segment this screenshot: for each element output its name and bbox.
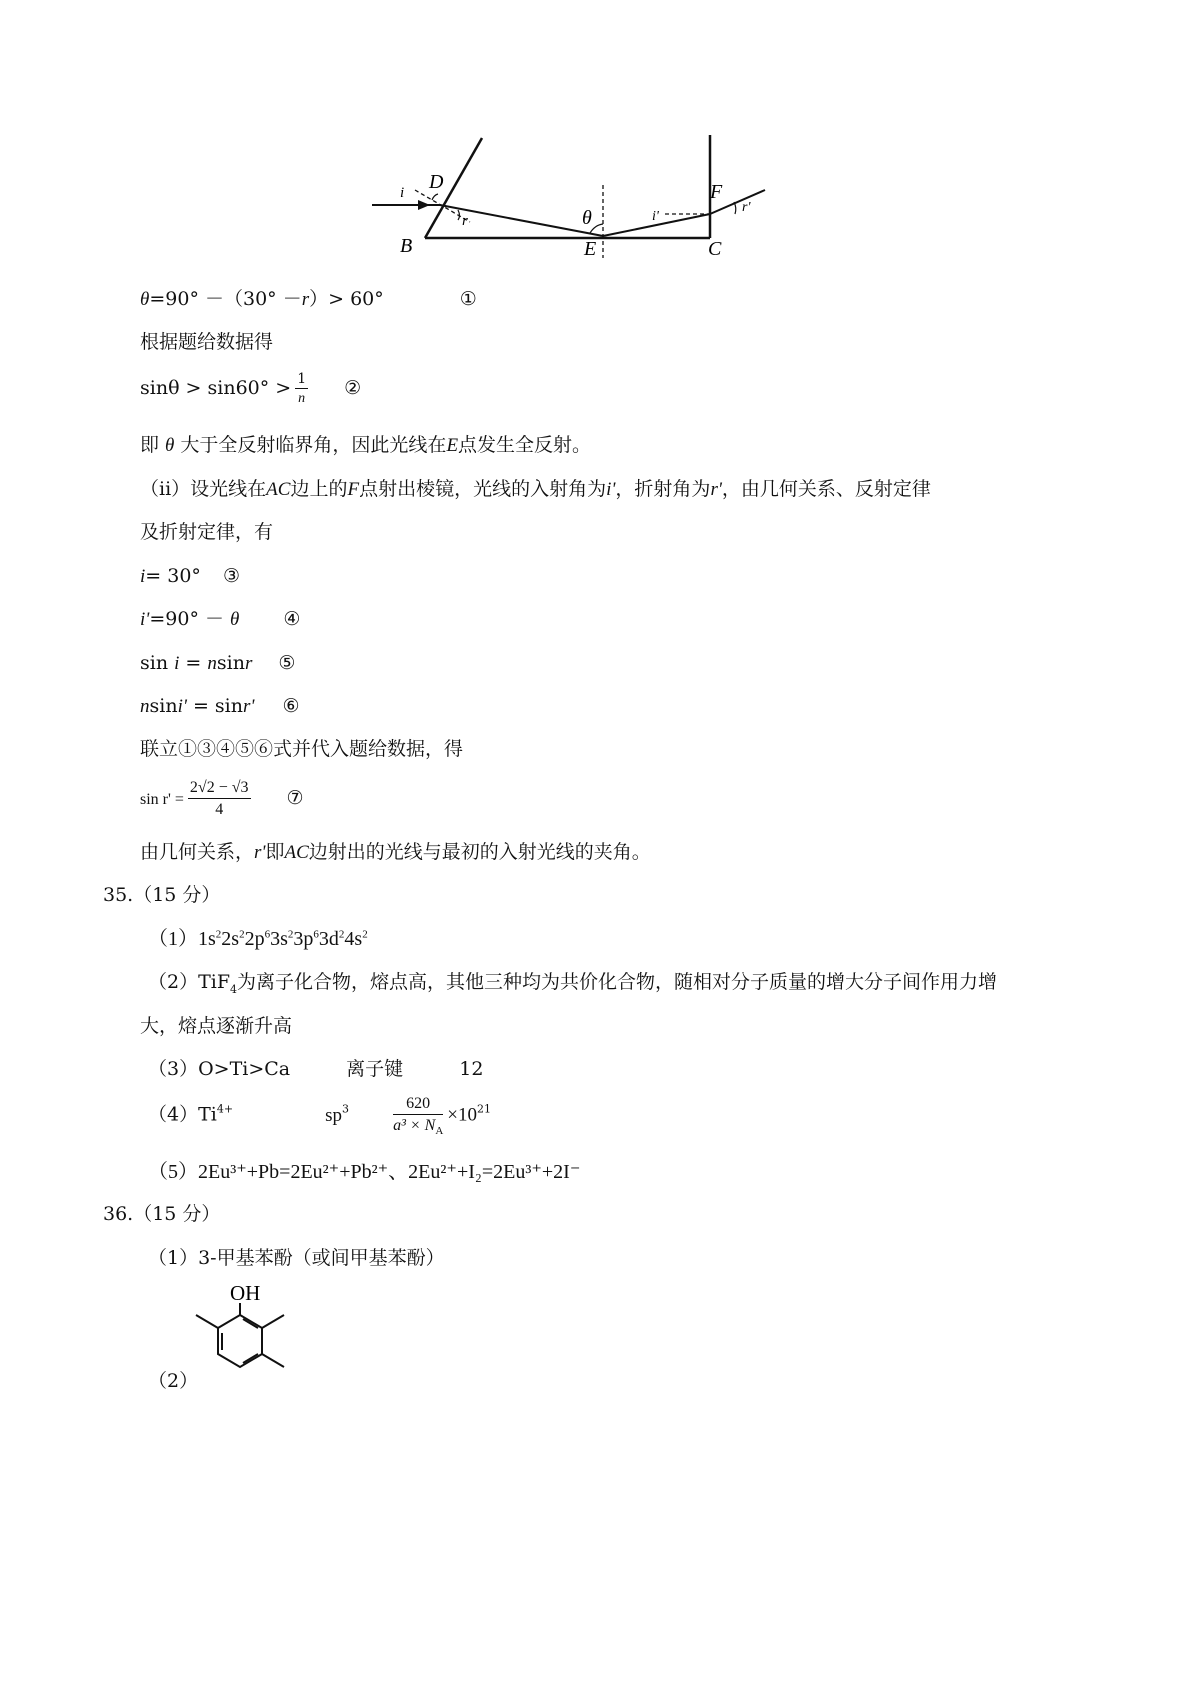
trimethylphenol-structure <box>180 1278 300 1388</box>
label-r-prime: r' <box>742 200 751 215</box>
label-E: E <box>584 238 597 260</box>
equation-marker: ① <box>459 288 477 310</box>
label-F: F <box>710 181 723 203</box>
density-fraction: $\frac{620}{a^3 \times N_A}$ <box>393 1095 444 1138</box>
equation-marker: ② <box>344 377 362 399</box>
equation-3: i= 30° ③ <box>140 565 241 587</box>
answer-35-3: （3）O>Ti>Ca 离子键 12 <box>148 1058 484 1080</box>
equation-marker: ⑦ <box>286 787 304 809</box>
question-35-header: 35.（15 分） <box>103 884 221 906</box>
answer-36-1: （1）3-甲基苯酚（或间甲基苯酚） <box>148 1247 445 1269</box>
equation-2: sinθ > sin60° > $\frac{1}{n}$ ② <box>140 371 362 406</box>
oh-label: OH <box>230 1281 261 1305</box>
prism-diagram <box>360 130 780 270</box>
text-line: 及折射定律，有 <box>140 521 274 543</box>
fraction: $\frac{2√2 - √3}{4}$ <box>189 779 249 818</box>
equation-4: i'=90° － θ ④ <box>140 608 301 630</box>
equation-marker: ③ <box>222 565 241 587</box>
text-line: 根据题给数据得 <box>140 331 274 353</box>
answer-36-2-label: （2） <box>148 1370 199 1392</box>
equation-6: nsini' = sinr' ⑥ <box>140 695 300 717</box>
label-r: r <box>462 213 468 229</box>
text-line: 联立①③④⑤⑥式并代入题给数据，得 <box>140 738 464 760</box>
question-36-header: 36.（15 分） <box>103 1203 221 1225</box>
answer-35-2: （2）TiF$_4$为离子化合物，熔点高，其他三种均为共价化合物，随相对分子质量的增大分子间作用力增 <box>148 971 998 996</box>
label-i-prime: i' <box>652 209 659 224</box>
label-theta: θ <box>582 207 592 229</box>
label-B: B <box>400 235 413 257</box>
text-line: 由几何关系，r'即AC边射出的光线与最初的入射光线的夹角。 <box>140 841 651 863</box>
equation-marker: ⑤ <box>278 652 296 674</box>
text-line: 即 θ 大于全反射临界角，因此光线在E点发生全反射。 <box>140 434 592 456</box>
label-D: D <box>429 171 444 193</box>
text-line: （ii）设光线在AC边上的F点射出棱镜，光线的入射角为i'，折射角为r'，由几何关系、反射定律 <box>140 478 931 500</box>
fraction: $\frac{1}{n}$ <box>297 371 307 406</box>
text-line: 大，熔点逐渐升高 <box>140 1015 293 1037</box>
answer-35-4: $(4)Ti^{4+}$ $sp^3$ $\frac{620}{a^3 \times N_A}$ $\times 10^{21}$ <box>148 1095 491 1138</box>
label-C: C <box>708 238 722 260</box>
label-i: i <box>400 185 405 201</box>
equation-7: sin r' = $\frac{2√2 - √3}{4}$ ⑦ <box>140 779 304 818</box>
equation-marker: ④ <box>283 608 301 630</box>
equation-5: sin i = nsinr ⑤ <box>140 652 296 674</box>
answer-35-5: （5）2Eu³⁺+Pb=2Eu²⁺+Pb²⁺、2Eu²⁺+I₂=2Eu³⁺+2I⁻ <box>148 1161 581 1183</box>
equation-1: θ=90° －（30° －r）> 60° ① <box>140 288 477 310</box>
equation-marker: ⑥ <box>282 695 300 717</box>
answer-35-1: $(1)1s^22s^22p^63s^23p^63d^24s^2$ <box>148 928 368 950</box>
